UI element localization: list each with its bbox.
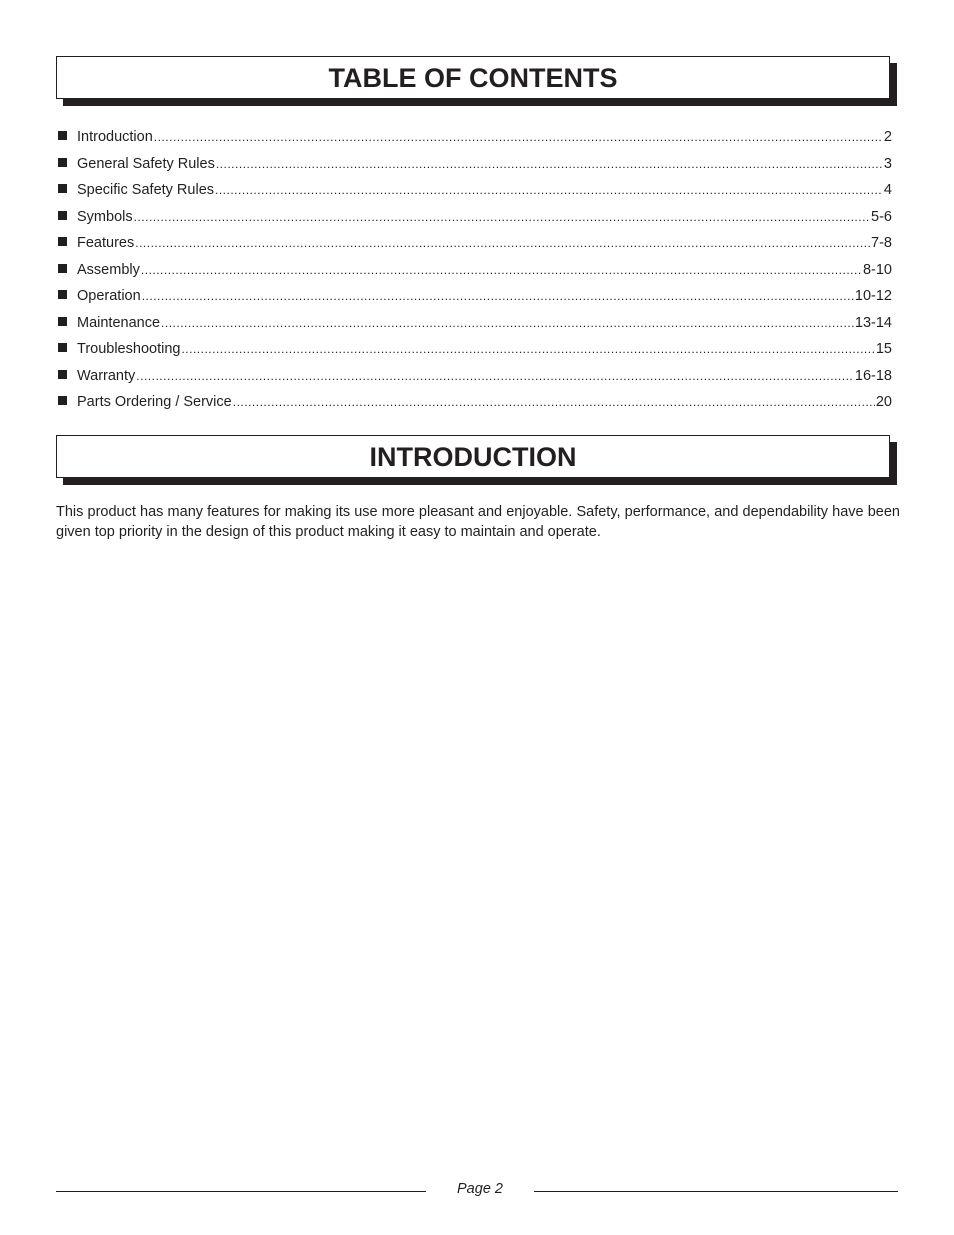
toc-item-features[interactable] (56, 230, 892, 257)
toc-item-general-safety-rules[interactable] (56, 151, 892, 178)
toc-item-label: Specific Safety Rules (77, 182, 215, 198)
footer-rule-left (56, 1191, 426, 1192)
square-bullet-icon (58, 370, 67, 379)
toc-item-page: 10-12 (854, 288, 892, 304)
dot-leader (161, 310, 854, 337)
square-bullet-icon (58, 317, 67, 326)
dot-leader (215, 177, 883, 204)
toc-item-label: Operation (77, 288, 141, 304)
square-bullet-icon (58, 158, 67, 167)
dot-leader (142, 283, 854, 310)
toc-item-label: Assembly (77, 261, 140, 278)
toc-item-label: Symbols (77, 208, 133, 225)
square-bullet-icon (58, 184, 67, 193)
toc-item-symbols[interactable] (56, 204, 892, 231)
toc-item-parts-ordering-service[interactable] (56, 389, 892, 416)
toc-item-operation[interactable] (56, 283, 892, 310)
square-bullet-icon (58, 237, 67, 246)
toc-heading: TABLE OF CONTENTS (56, 56, 890, 99)
toc-list (56, 124, 892, 416)
toc-item-page: 13-14 (854, 314, 892, 331)
toc-item-page: 5-6 (871, 208, 892, 225)
toc-item-label: Warranty (77, 367, 136, 384)
footer-rule-right (534, 1191, 898, 1192)
introduction-body: This product has many features for making its use more pleasant and enjoyable. Safety, performance, and dependability have been given top priority in the design of this product making it easy to maintain and operate. (56, 504, 900, 540)
toc-item-introduction[interactable] (56, 124, 892, 151)
dot-leader (135, 230, 870, 257)
dot-leader (141, 257, 862, 284)
square-bullet-icon (58, 290, 67, 299)
toc-item-label: General Safety Rules (77, 155, 215, 172)
toc-item-label: Parts Ordering / Service (77, 394, 232, 410)
dot-leader (154, 124, 883, 151)
toc-item-page: 8-10 (862, 261, 892, 278)
toc-item-page: 2 (883, 129, 892, 145)
square-bullet-icon (58, 211, 67, 220)
square-bullet-icon (58, 131, 67, 140)
toc-item-warranty[interactable] (56, 363, 892, 390)
toc-item-label: Troubleshooting (77, 341, 181, 357)
toc-item-label: Features (77, 235, 135, 251)
toc-item-page: 4 (883, 182, 892, 198)
square-bullet-icon (58, 343, 67, 352)
page-number: Page 2 (457, 1181, 503, 1197)
toc-item-page: 20 (875, 394, 892, 410)
toc-item-troubleshooting[interactable] (56, 336, 892, 363)
dot-leader (134, 204, 870, 231)
introduction-heading: INTRODUCTION (56, 435, 890, 478)
square-bullet-icon (58, 396, 67, 405)
toc-item-specific-safety-rules[interactable] (56, 177, 892, 204)
dot-leader (136, 363, 854, 390)
toc-item-page: 7-8 (871, 235, 892, 251)
toc-item-page: 15 (875, 341, 892, 357)
toc-item-maintenance[interactable] (56, 310, 892, 337)
toc-item-label: Introduction (77, 129, 153, 145)
dot-leader (216, 151, 883, 178)
dot-leader (181, 336, 874, 363)
toc-item-label: Maintenance (77, 314, 161, 331)
toc-item-assembly[interactable] (56, 257, 892, 284)
dot-leader (233, 389, 875, 416)
square-bullet-icon (58, 264, 67, 273)
toc-item-page: 16-18 (854, 367, 892, 384)
toc-item-page: 3 (883, 155, 892, 172)
